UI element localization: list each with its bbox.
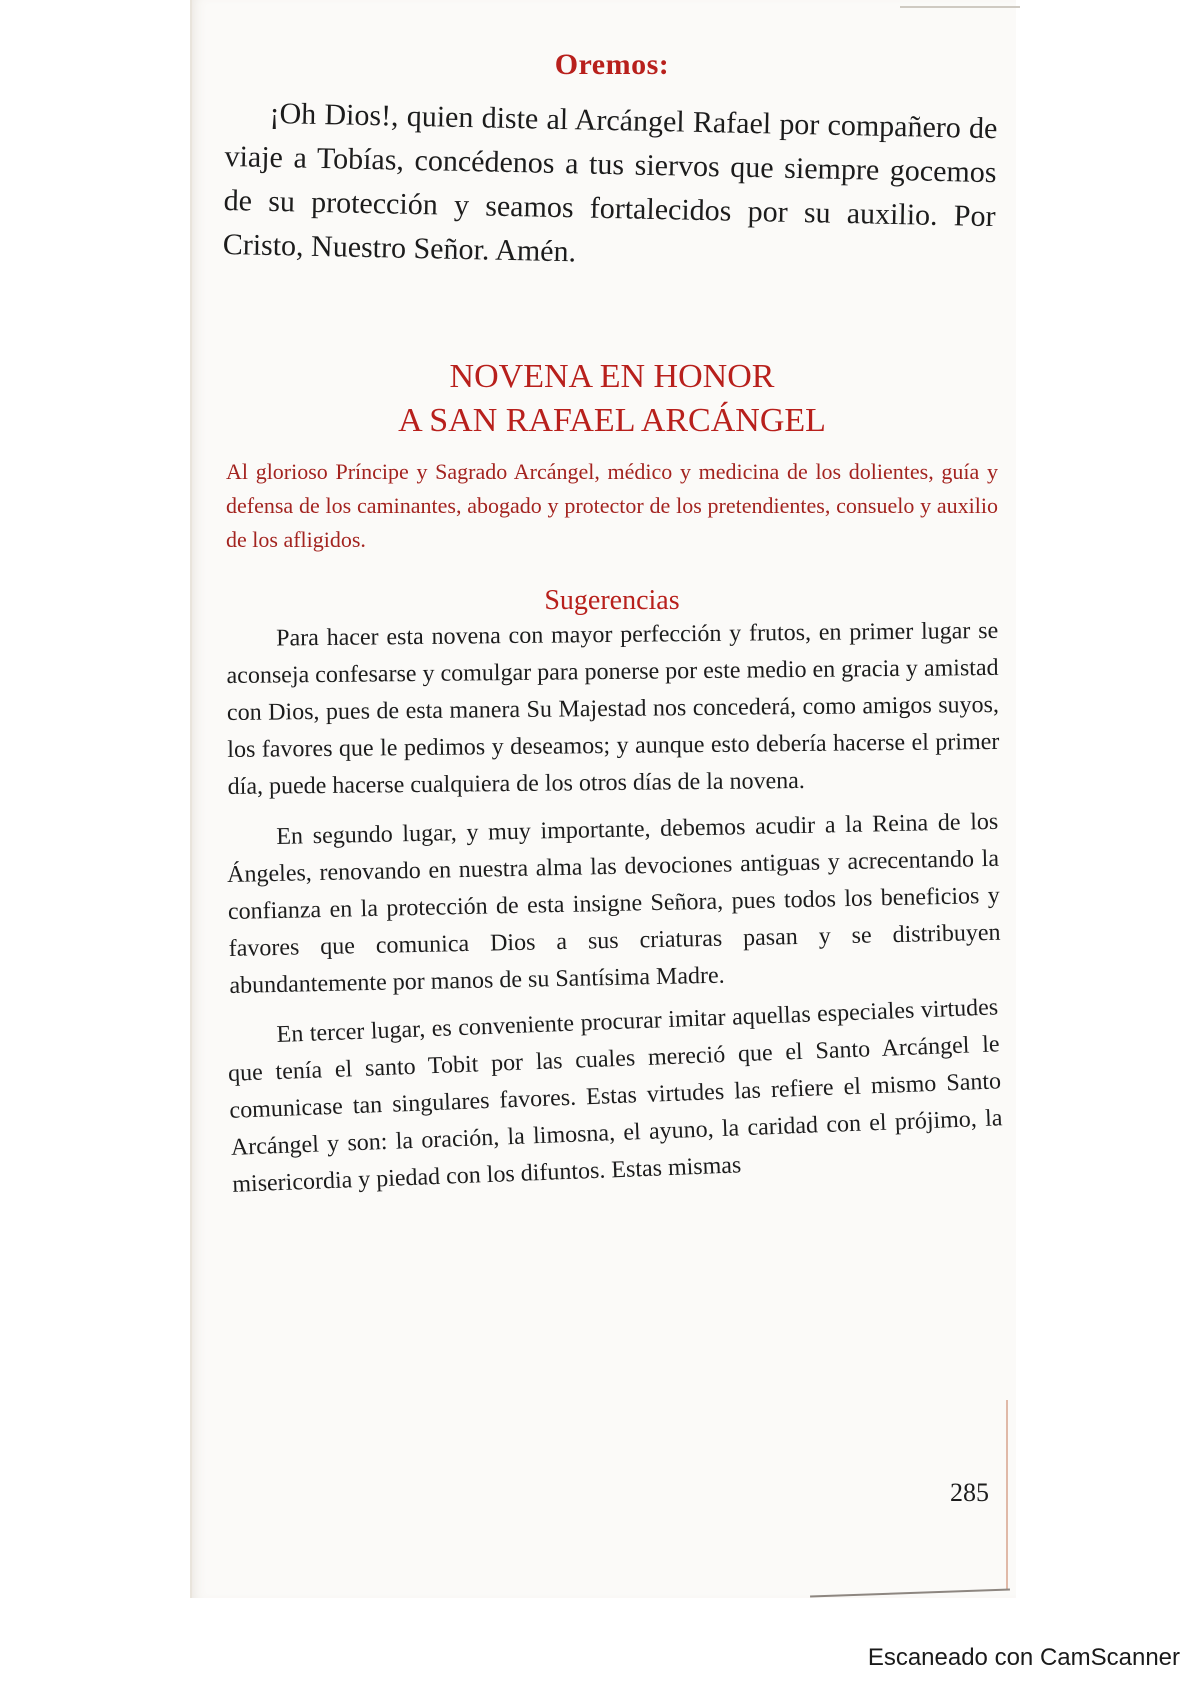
sugerencias-paragraph-3: En tercer lugar, es conveniente procurar imitar aquellas especiales virtudes que tenía el santo Tobit por las cuales mereció que el Santo Arcángel le comunicase tan singulares favores. Estas virtudes las refiere el mismo Santo Arcángel y son: la oración, la limosna, el ayuno, la caridad con el prójimo, la misericordia y piedad con los difuntos. Estas mismas [227, 994, 1003, 1198]
sugerencias-paragraph-2: En segundo lugar, y muy importante, debemos acudir a la Reina de los Ángeles, renovando en nuestra alma las devociones antiguas y acrecentando la confianza en la protección de esta insigne Señora, pues todos los beneficios y favores que comunica Dios a sus criaturas pasan y se distribuyen abundantemente por manos de su Santísima Madre. [226, 808, 1001, 999]
novena-heading [226, 355, 998, 443]
page-number: 285 [950, 1478, 989, 1507]
book-page-content [222, 48, 1003, 1204]
oremos-prayer: ¡Oh Dios!, quien diste al Arcángel Rafael por compañero de viaje a Tobías, concédenos a tus siervos que siempre gocemos de su protección y seamos fortalecidos por su auxilio. Por Cristo, Nuestro Señor. Amén. [222, 96, 998, 269]
novena-heading-line-1: NOVENA EN HONOR [449, 358, 775, 395]
oremos-title: Oremos: [554, 48, 670, 81]
scanner-watermark: Escaneado con CamScanner [867, 1644, 1180, 1671]
page-top-edge [900, 6, 1020, 8]
sugerencias-title: Sugerencias [544, 585, 680, 616]
novena-heading-line-2: A SAN RAFAEL ARCÁNGEL [398, 402, 826, 439]
page-side-edge [1006, 1400, 1008, 1590]
novena-dedication: Al glorioso Príncipe y Sagrado Arcángel, médico y medicina de los dolientes, guía y defensa de los caminantes, abogado y protector de los pretendientes, consuelo y auxilio de los afligidos. [226, 459, 998, 552]
sugerencias-paragraph-1: Para hacer esta novena con mayor perfección y frutos, en primer lugar se aconseja confesarse y comulgar para ponerse por este medio en gracia y amistad con Dios, pues de esta manera Su Majestad nos concederá, como amigos suyos, los favores que le pedimos y deseamos; y aunque esto debería hacerse el primer día, puede hacerse cualquiera de los otros días de la novena. [226, 617, 1000, 800]
